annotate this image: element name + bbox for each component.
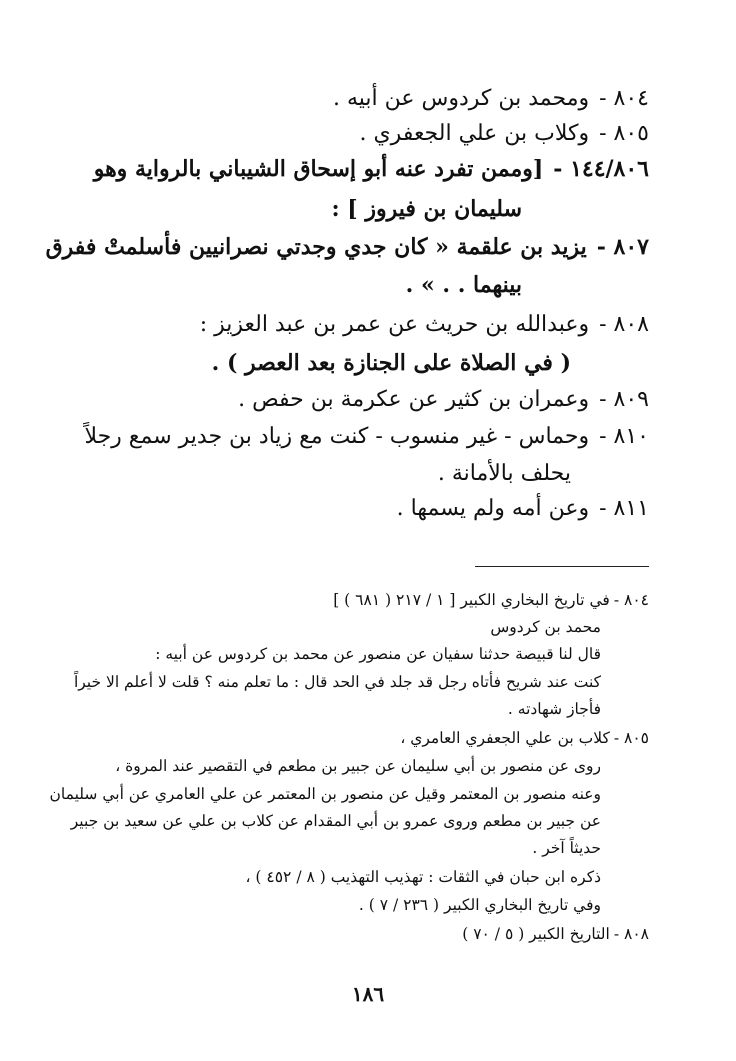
entry-text: وعمران بن كثير عن عكرمة بن حفص . [238, 387, 590, 412]
entry-text: وعن أمه ولم يسمها . [396, 496, 590, 521]
footnote-804 [333, 587, 649, 614]
footnote-text: روى عن منصور بن أبي سليمان عن جبير بن مطعم في التقصير عند المروة ، [115, 757, 601, 775]
footnote-808 [462, 921, 649, 948]
entry-text: ( في الصلاة على الجنازة بعد العصر ) . [211, 350, 571, 376]
entry-808-continuation [212, 344, 571, 382]
footnote-text: وعنه منصور بن المعتمر وقيل عن منصور بن المعتمر عن علي العامري عن أبي سليمان [49, 785, 601, 803]
footnote-text: فأجاز شهادته . [507, 700, 601, 718]
entry-number: ٨٠٨ - [599, 312, 649, 337]
entry-808 [200, 306, 649, 344]
footnote-separator [475, 566, 649, 567]
footnote-text: حديثاً آخر . [532, 839, 601, 857]
page-number: ١٨٦ [351, 982, 385, 1006]
entry-806 [94, 150, 649, 188]
entry-811 [397, 490, 649, 528]
entry-805 [359, 115, 649, 153]
footnote-805-line [115, 753, 601, 780]
footnote-text: وفي تاريخ البخاري الكبير ( ٢٣٦ / ٧ ) . [358, 896, 601, 914]
entry-804 [333, 80, 649, 118]
entry-number: ٨١١ - [599, 496, 649, 521]
footnote-text: كنت عند شريح فأتاه رجل قد جلد في الحد قال : ما تعلم منه ؟ قلت لا أعلم الا خيراً [73, 673, 601, 691]
footnote-805-line [71, 808, 601, 835]
entry-number: ٨٠٤ - [599, 86, 649, 111]
footnote-text: في تاريخ البخاري الكبير [ ١ / ٢١٧ ( ٦٨١ ) ] [333, 591, 610, 609]
footnote-805-line [246, 864, 602, 891]
entry-number: ١٤٤/٨٠٦ - [553, 156, 649, 182]
footnote-804-line [155, 641, 601, 668]
footnote-805-line [532, 835, 601, 862]
footnote-text: عن جبير بن مطعم وروى عمرو بن أبي المقدام عن كلاب بن علي عن سعيد بن جبير [70, 812, 601, 830]
entry-810-continuation [438, 455, 571, 493]
entry-text: وحماس - غير منسوب - كنت مع زياد بن جدير سمع رجلاً [84, 424, 590, 449]
entry-number: ٨٠٩ - [599, 387, 649, 412]
entry-text: وعبدالله بن حريث عن عمر بن عبد العزيز : [199, 312, 590, 337]
entry-text: وكلاب بن علي الجعفري . [359, 121, 590, 146]
footnote-805 [400, 725, 649, 752]
footnote-805-line [359, 892, 601, 919]
footnote-number: ٨٠٤ - [613, 591, 649, 609]
footnote-804-line [490, 614, 601, 641]
entry-text: [وممن تفرد عنه أبو إسحاق الشيباني بالرواية وهو [93, 156, 544, 182]
footnote-804-line [74, 669, 601, 696]
entry-807 [46, 228, 649, 266]
footnote-text: التاريخ الكبير ( ٥ / ٧٠ ) [462, 925, 610, 943]
footnote-text: ذكره ابن حبان في الثقات : تهذيب التهذيب ( ٨ / ٤٥٢ ) ، [245, 868, 601, 886]
footnote-805-line [50, 781, 601, 808]
entry-806-continuation [331, 190, 522, 228]
entry-number: ٨٠٥ - [599, 121, 649, 146]
footnote-text: كلاب بن علي الجعفري العامري ، [400, 729, 610, 747]
entry-text: بينهما . . » . [405, 272, 522, 298]
entry-810 [84, 418, 649, 456]
entry-number: ٨١٠ - [599, 424, 649, 449]
entry-809 [238, 381, 649, 419]
entry-text: يزيد بن علقمة « كان جدي وجدتي نصرانيين فأسلمتْ ففرق [45, 234, 587, 260]
entry-text: سليمان بن فيروز ] : [331, 196, 522, 222]
entry-807-continuation [406, 266, 522, 304]
footnote-text: قال لنا قبيصة حدثنا سفيان عن منصور عن محمد بن كردوس عن أبيه : [155, 645, 601, 663]
entry-text: ومحمد بن كردوس عن أبيه . [332, 86, 590, 111]
entry-text: يحلف بالأمانة . [437, 461, 571, 486]
footnote-number: ٨٠٥ - [613, 729, 649, 747]
footnote-number: ٨٠٨ - [613, 925, 649, 943]
footnote-804-line [508, 696, 601, 723]
entry-number: ٨٠٧ - [596, 234, 649, 260]
footnote-text: محمد بن كردوس [490, 618, 601, 636]
